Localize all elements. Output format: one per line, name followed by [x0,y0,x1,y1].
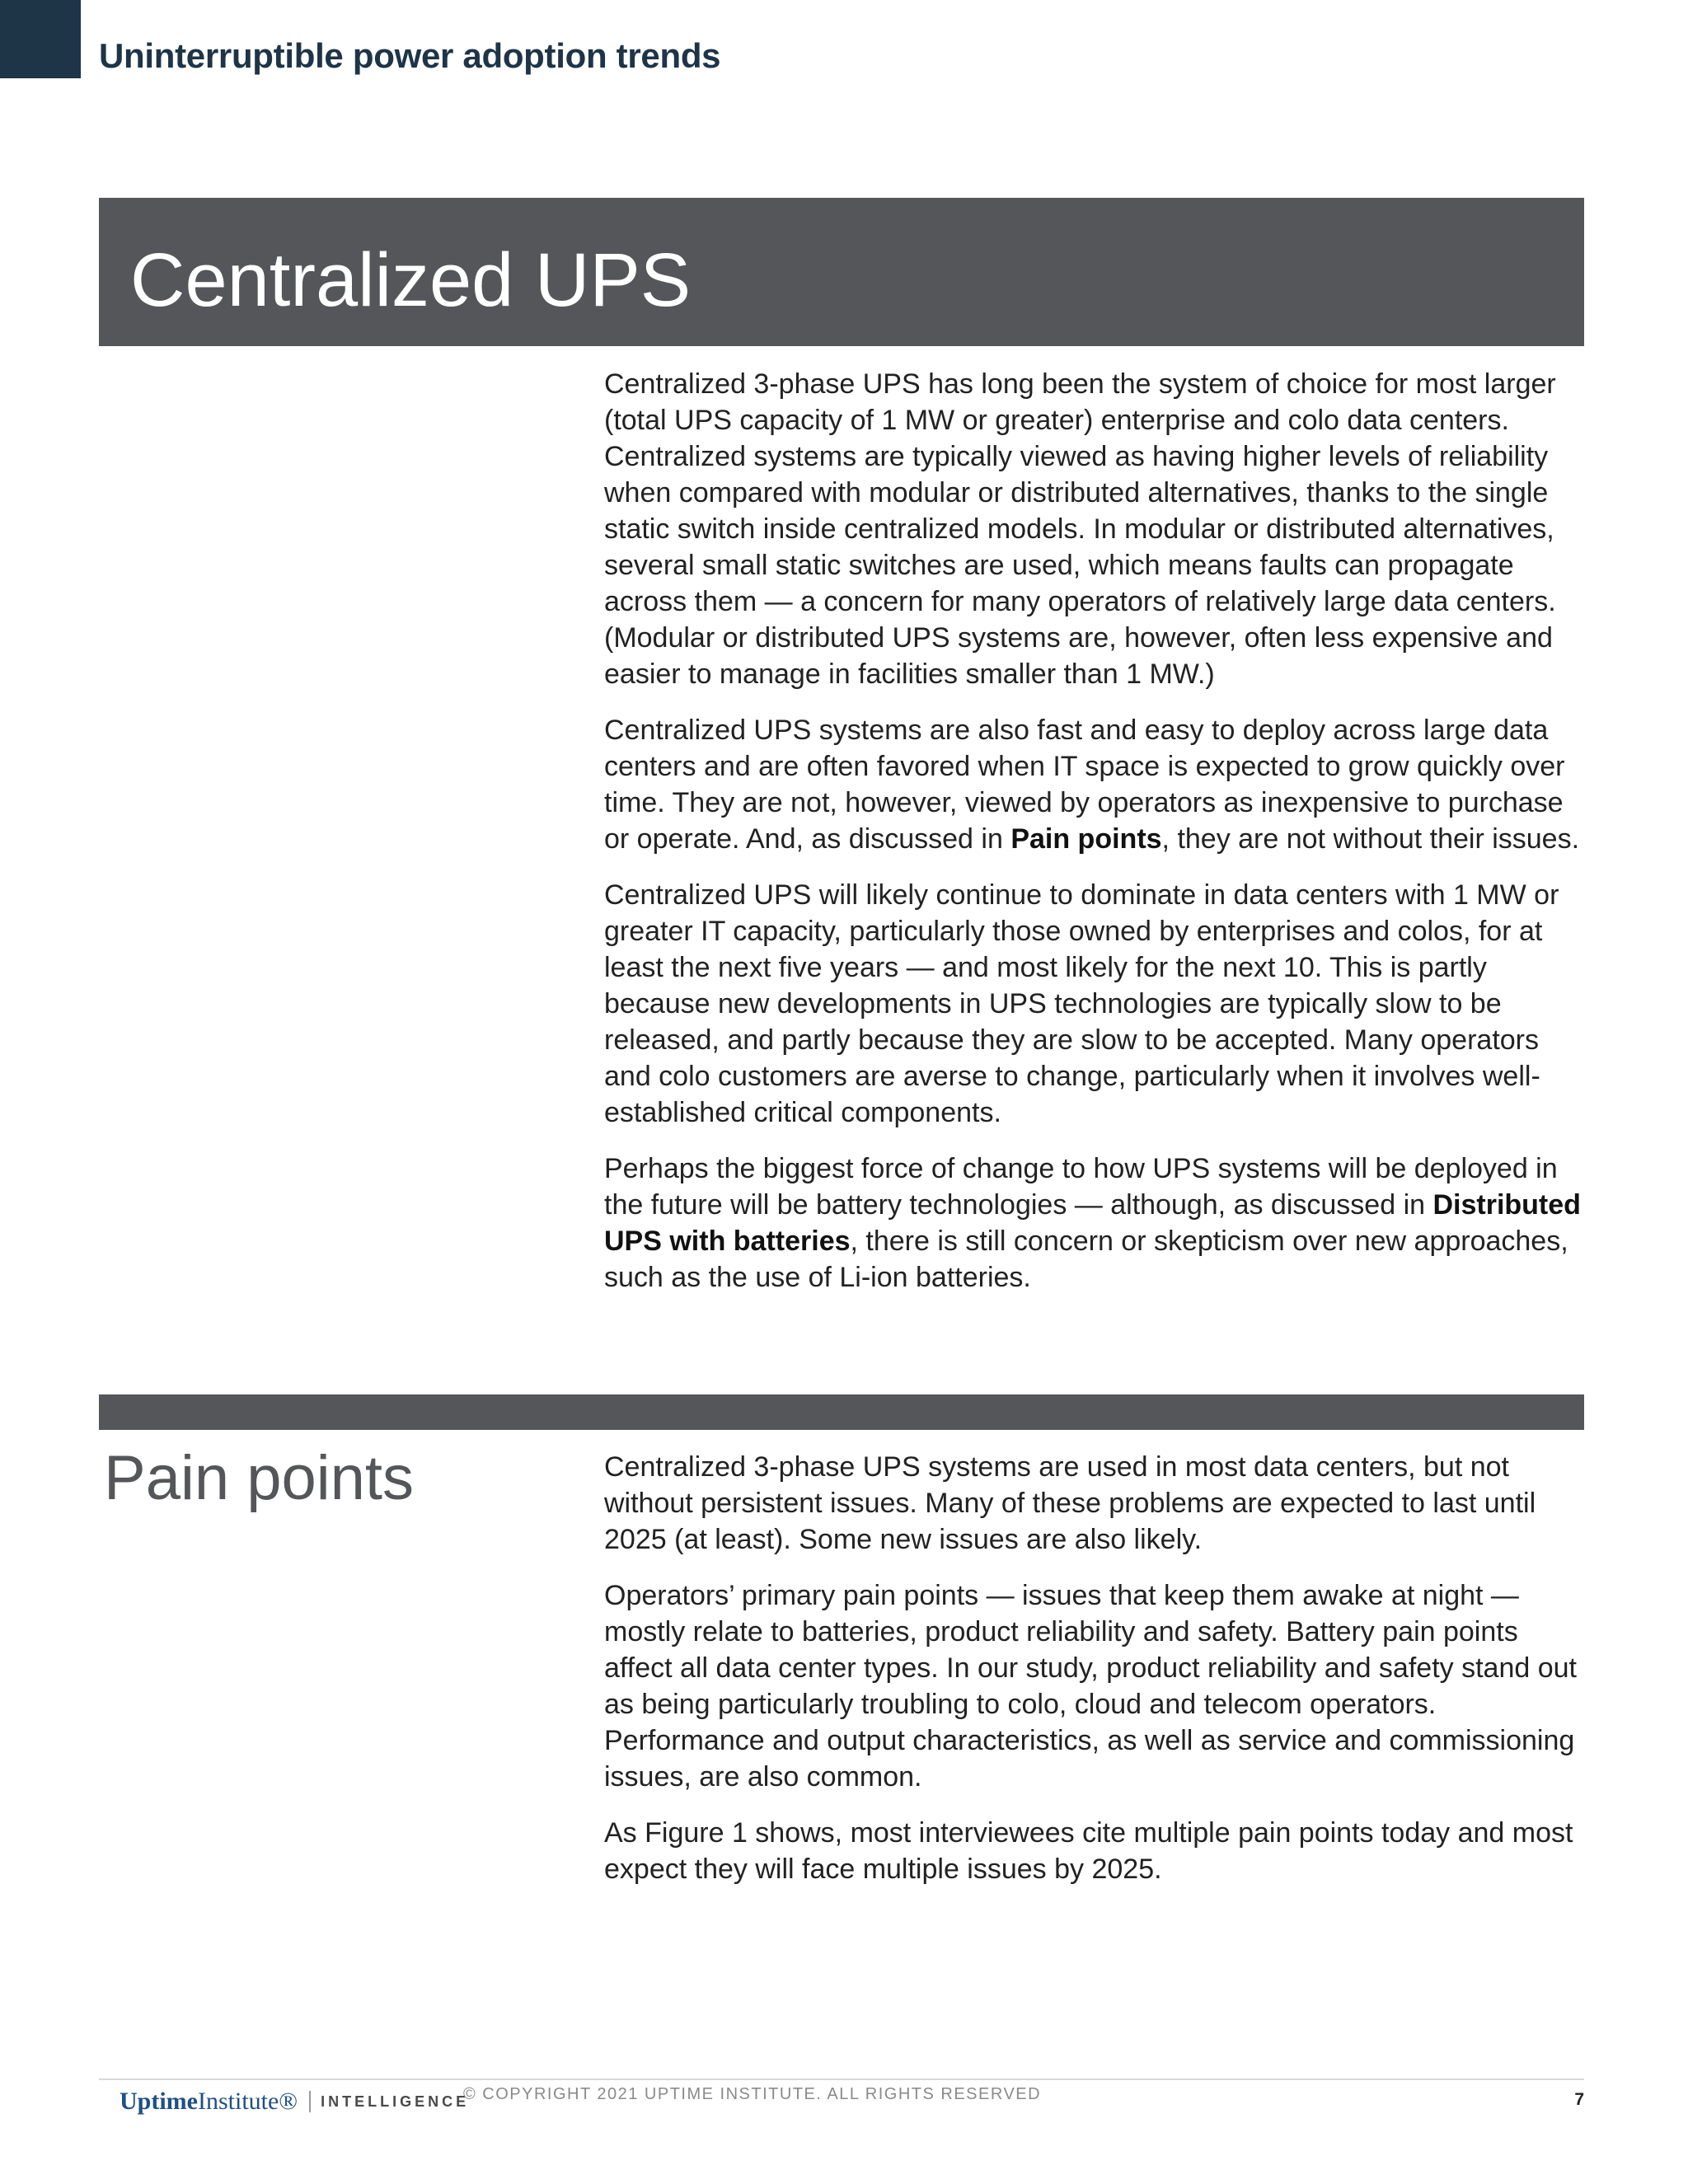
body-paragraph [604,712,1585,857]
text-run: , there is still concern or skepticism over new approaches, such as the use of Li-ion batteries. [604,1226,1568,1293]
running-header: Uninterruptible power adoption trends [99,36,721,75]
page-number: 7 [1574,2090,1584,2109]
body-paragraph [604,1815,1585,1887]
logo-divider [309,2091,311,2112]
corner-accent-block [0,0,81,78]
body-paragraph [604,1577,1585,1795]
body-column-pain-points [604,1449,1585,1907]
logo-wordmark-institute: Institute® [197,2088,298,2115]
section-title: Centralized UPS [130,238,692,322]
text-run: Operators’ primary pain points — issues that keep them awake at night — mostly relate to batteries, product reliability and safety. Battery pain points affect all data center types. In our study, product reliability and safety stand out as being particularly troubling to colo, cloud and telecom operators. Performance and output characteristics, as well as service and commissioning issues, are also common. [604,1580,1577,1793]
text-run: Centralized UPS will likely continue to dominate in data centers with 1 MW or greater IT capacity, particularly those owned by enterprises and colos, for at least the next five years — and most likely for the next 10. This is partly because new developments in UPS technologies are typically slow to be released, and partly because they are slow to be accepted. Many operators and colo customers are averse to change, particularly when it involves well-established critical components. [604,879,1559,1128]
body-column-centralized-ups [604,366,1585,1315]
logo-intelligence-label: INTELLIGENCE [321,2093,470,2110]
section-title-pain-points: Pain points [104,1443,415,1513]
text-run: Perhaps the biggest force of change to how UPS systems will be deployed in the future will be battery technologies — although, as discussed in [604,1153,1558,1221]
uptime-institute-logo [120,2085,469,2118]
body-paragraph [604,1151,1585,1296]
footer-divider [99,2079,1584,2080]
body-paragraph [604,366,1585,692]
text-run: , they are not without their issues. [1161,823,1580,855]
body-paragraph [604,877,1585,1131]
text-run: As Figure 1 shows, most interviewees cite multiple pain points today and most expect they will face multiple issues by 2025. [604,1817,1573,1885]
bold-cross-reference: Pain points [1010,823,1162,855]
text-run: Centralized UPS systems are also fast and easy to deploy across large data centers and are often favored when IT space is expected to grow quickly over time. They are not, however, viewed by operators as inexpensive to purchase or operate. And, as discussed in [604,715,1565,855]
logo-wordmark-uptime: Uptime [120,2088,198,2115]
body-paragraph [604,1449,1585,1558]
section-divider-bar [99,1394,1584,1430]
text-run: Centralized 3-phase UPS systems are used in most data centers, but not without persistent issues. Many of these problems are expected to last until 2025 (at least). Some new issues are also likely. [604,1451,1536,1555]
text-run: Centralized 3-phase UPS has long been the system of choice for most larger (total UPS capacity of 1 MW or greater) enterprise and colo data centers. Centralized systems are typically viewed as having higher levels of reliability when compared with modular or distributed alternatives, thanks to the single static switch inside centralized models. In modular or distributed alternatives, several small static switches are used, which means faults can propagate across them — a concern for many operators of relatively large data centers. (Modular or distributed UPS systems are, however, often less expensive and easier to manage in facilities smaller than 1 MW.) [604,368,1556,690]
section-banner-centralized-ups [99,198,1584,346]
bold-cross-reference: Distributed UPS with batteries [604,1189,1581,1257]
copyright-notice: © COPYRIGHT 2021 UPTIME INSTITUTE. ALL RIGHTS RESERVED [463,2085,1042,2103]
